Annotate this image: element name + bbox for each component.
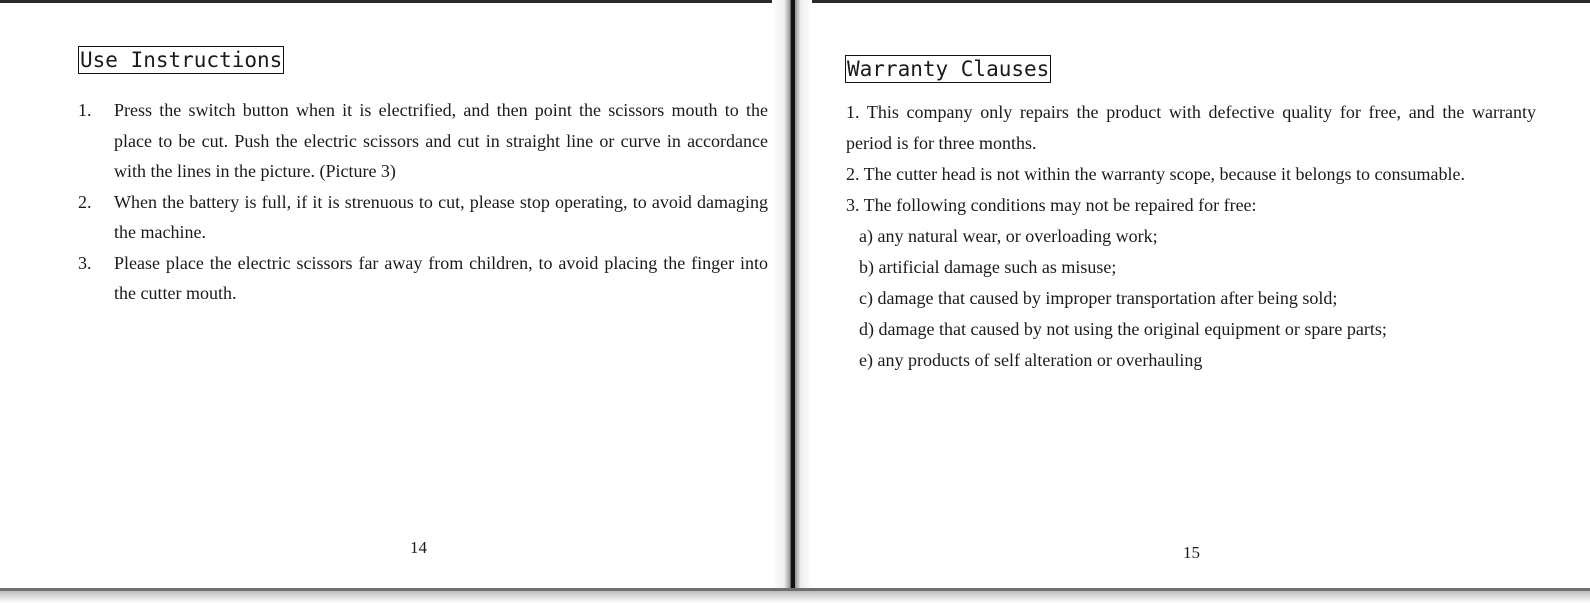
warranty-sub-item: b) artificial damage such as misuse;	[859, 257, 1117, 277]
item-text: When the battery is full, if it is strenuous to cut, please stop operating, to avoid damaging the machine.	[114, 191, 768, 242]
use-instructions-heading: Use Instructions	[80, 48, 283, 72]
bottom-shadow	[0, 591, 1590, 603]
page-number: 14	[410, 538, 427, 557]
warranty-clauses-heading: Warranty Clauses	[847, 57, 1050, 81]
list-item	[78, 95, 768, 187]
warranty-sub-item: d) damage that caused by not using the original equipment or spare parts;	[859, 319, 1387, 339]
list-item	[78, 248, 768, 309]
right-page	[800, 0, 1590, 588]
warranty-clauses-body	[846, 97, 1536, 376]
list-item	[78, 187, 768, 248]
warranty-sub-item: a) any natural wear, or overloading work;	[859, 226, 1158, 246]
left-page	[0, 0, 790, 588]
item-text: Please place the electric scissors far away from children, to avoid placing the finger into the cutter mouth.	[114, 252, 768, 303]
warranty-sub-item: c) damage that caused by improper transportation after being sold;	[859, 288, 1338, 308]
warranty-clause: 1. This company only repairs the product with defective quality for free, and the warranty period is for three months.	[846, 102, 1536, 153]
warranty-sub-item: e) any products of self alteration or overhauling	[859, 350, 1203, 370]
item-number: 1.	[78, 100, 92, 120]
book-spine	[791, 0, 795, 591]
warranty-clause: 2. The cutter head is not within the warranty scope, because it belongs to consumable.	[846, 164, 1465, 184]
item-text: Press the switch button when it is electrified, and then point the scissors mouth to the place to be cut. Push the electric scissors and cut in straight line or curve in accordance with the lines in the picture. (Picture 3)	[114, 100, 768, 181]
item-number: 2.	[78, 191, 92, 212]
page-number: 15	[1183, 543, 1200, 562]
warranty-clause: 3. The following conditions may not be repaired for free:	[846, 195, 1257, 215]
item-number: 3.	[78, 252, 92, 273]
use-instructions-list	[78, 95, 768, 309]
